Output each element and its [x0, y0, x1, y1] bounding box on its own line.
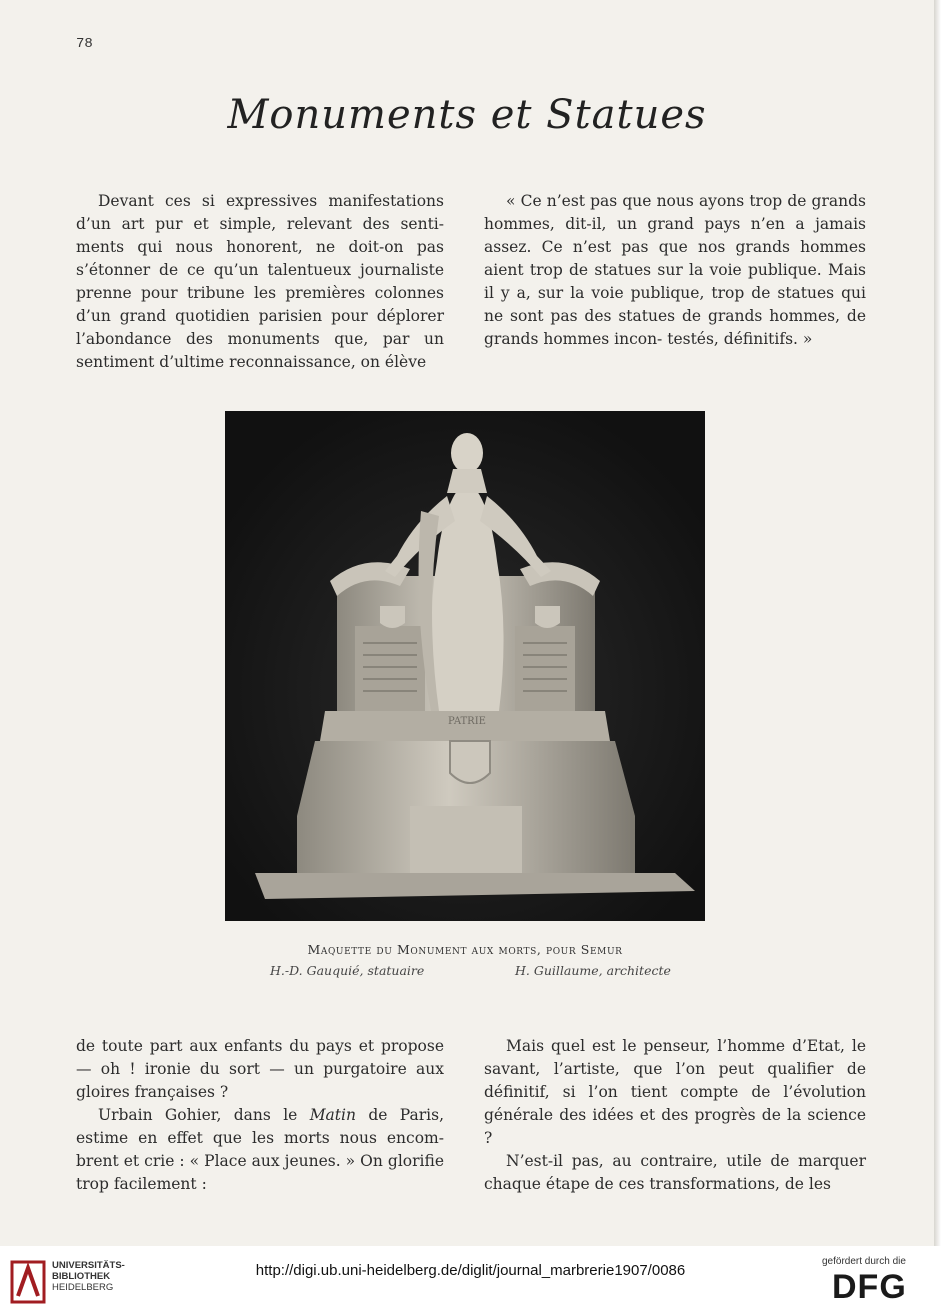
paragraph: Devant ces si expressives manifestations d’un art pur et simple, relevant des senti- ments qui nous honorent, ne doit-on pas s’étonner de ce qu’un talentueux journaliste prenne pour tribune les premières colonnes d’un grand quotidien parisien pour déplorer l’abondance des monuments que, par un sentiment d’ultime reconnaissance, on élève [76, 192, 444, 371]
statue-neck [447, 469, 487, 493]
patrie-inscription: PATRIE [448, 716, 486, 727]
figure-caption: Maquette du Monument aux morts, pour Semur [307, 942, 623, 957]
paragraph [76, 1104, 444, 1196]
text-column-bottom-right [484, 1035, 866, 1196]
page-edge [934, 0, 941, 1246]
library-name-line: HEIDELBERG [52, 1282, 114, 1293]
text-column-bottom-left [76, 1035, 444, 1196]
monument-photo [225, 411, 705, 921]
text-run: de Paris, estime en effet que les morts nous encom- brent et crie : « Place aux jeunes. » On glorifie trop facilement : [76, 1106, 444, 1193]
shield-left [380, 606, 405, 628]
paragraph: de toute part aux enfants du pays et propose — oh ! ironie du sort — un purgatoire aux gloires françaises ? [76, 1037, 444, 1101]
coat-of-arms [450, 741, 490, 783]
paragraph: Mais quel est le penseur, l’homme d’Etat, le savant, l’artiste, que l’on peut qualifier de définitif, si l’on tient compte de l’évolution générale des idées et des progrès de la science ? [484, 1037, 866, 1147]
footer-bar [0, 1246, 941, 1314]
base-center-panel [410, 806, 522, 873]
paragraph: N’est-il pas, au contraire, utile de marquer chaque étape de ces transformations, de les [484, 1152, 866, 1193]
funded-by-label: gefördert durch die [822, 1256, 906, 1267]
page-title: Monuments et Statues [227, 92, 707, 138]
text-run: Urbain Gohier, dans le [98, 1106, 310, 1124]
credit-sculptor: H.-D. Gauquié, statuaire [270, 963, 425, 978]
dfg-logo-icon[interactable]: DFG [832, 1268, 907, 1306]
permalink-url[interactable]: http://digi.ub.uni-heidelberg.de/diglit/journal_marbrerie1907/0086 [255, 1262, 686, 1279]
text-column-top-left [76, 190, 444, 374]
library-name-line: BIBLIOTHEK [52, 1271, 111, 1282]
inscription-panel-left [355, 626, 425, 711]
paragraph-quote: « Ce n’est pas que nous ayons trop de grands hommes, dit-il, un grand pays n’en a jamais assez. Ce n’est pas que nos grands hommes aient trop de statues sur la voie publique. Mais il y a, sur la voie publique, trop de statues qui ne sont pas des statues de grands hommes, de grands hommes incon- testés, définitifs. » [484, 192, 866, 348]
statue-head [451, 433, 483, 473]
credit-architect: H. Guillaume, architecte [515, 963, 671, 978]
newspaper-title: Matin [309, 1106, 356, 1124]
monument-illustration [225, 411, 705, 921]
page-number: 78 [76, 36, 93, 52]
inscription-panel-right [515, 626, 575, 711]
text-column-top-right [484, 190, 866, 351]
library-name-line: UNIVERSITÄTS- [52, 1260, 125, 1271]
shield-right [535, 606, 560, 628]
